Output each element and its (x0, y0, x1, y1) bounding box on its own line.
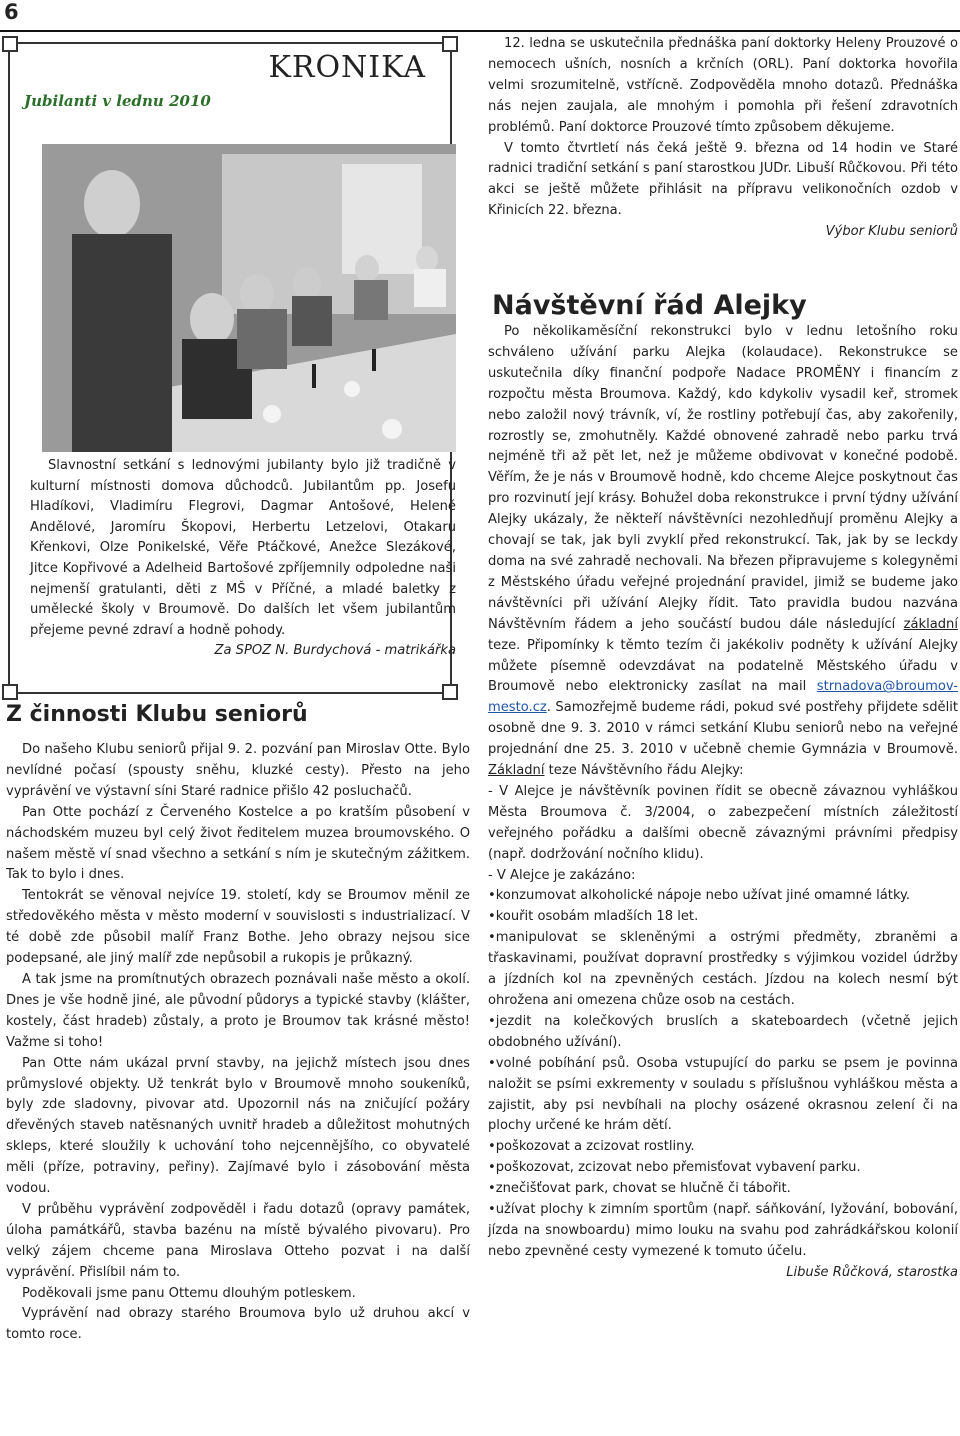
kronika-box (8, 42, 456, 694)
article-paragraph: Poděkovali jsme panu Ottemu dlouhým potleskem. (22, 1285, 356, 1301)
list-item: •kouřit osobám mladších 18 let. (488, 909, 699, 925)
box-corner-ornament (2, 36, 18, 52)
box-corner-ornament (2, 684, 18, 700)
article-paragraph: Pan Otte nám ukázal první stavby, na jejichž místech jsou dnes průmyslové objekty. Už tenkrát bylo v Broumově mnoho soukeníků, byly zde sladovny, pivovar atd. Upozornil nás na zničující požáry dřevěných staveb natěsnaných uvnitř hradeb a důležitost mohutných skleps, které sloužily k uchování toho nejcennějšího, co obyvatelé měli (příze, potraviny, peřiny). Zajímavé bylo i zásobování města vodou. (6, 1055, 470, 1197)
rule-text: - V Alejce je zakázáno: (488, 867, 636, 883)
news-signature: Výbor Klubu seniorů (825, 224, 958, 240)
list-item: •poškozovat a zcizovat rostliny. (488, 1139, 695, 1155)
header-rule (0, 30, 960, 32)
list-item: •jezdit na kolečkových bruslích a skateboardech (včetně jejich obdobného užívání). (488, 1013, 958, 1050)
klub-seniori-article (6, 740, 470, 1346)
jubilee-photo (42, 144, 456, 452)
box-corner-ornament (442, 684, 458, 700)
list-item: •poškozovat, zcizovat nebo přemisťovat vybavení parku. (488, 1160, 861, 1176)
alejka-heading: Návštěvní řád Alejky (492, 290, 807, 321)
article-paragraph: Do našeho Klubu seniorů přijal 9. 2. pozvání pan Miroslav Otte. Bylo nevlídné počasí (spousty sněhu, kluzké cesty). Přesto na jeho vyprávění ve výstavní síni Staré radnice přišlo 42 posluchačů. (6, 742, 470, 799)
list-item: •volné pobíhání psů. Osoba vstupující do parku se psem je povinna naložit se psími exkrementy v souladu s příslušnou vyhláškou města a zajistit, aby psi nevbíhali na plochy osázené okrasnou zelení či na plochy určené ke hrám dětí. (488, 1055, 958, 1134)
article-paragraph: Tentokrát se věnoval nejvíce 19. století, kdy se Broumov měnil ze středověkého města v město moderní v souvislosti s industrializací. V té době zde působil malíř Franz Bothe. Jeho obrazy nejsou sice podepsané, ale jiný malíř zde nepůsobil a rukopis je průkazný. (6, 888, 470, 967)
page-number: 6 (4, 0, 19, 24)
rule-text: - V Alejce je návštěvník povinen řídit se obecně závaznou vyhláškou Města Broumova č. 3/2004, o zabezpečení místních záležitostí veřejného pořádku a dalšími obecně závaznými právními předpisy (např. dodržování nočního klidu). (488, 783, 958, 862)
list-item: •manipulovat se skleněnými a ostrými předměty, zbraněmi a třaskavinami, používat dopravní prostředky s výjimkou vozidel údržby a jízdních kol na zpevněných cestách. Jízdou na kolech nesmí být ohrožena ani omezena chůze osob na cestách. (488, 930, 958, 1008)
photo-illustration (42, 144, 456, 452)
kronika-title: KRONIKA (268, 50, 426, 85)
article-paragraph: V průběhu vyprávění zodpověděl i řadu dotazů (opravy památek, úloha památkářů, stavba bazénu na místě bývalého pivovaru). Pro velký zájem chceme pana Miroslava Otteho pozvat i na další vyprávění. Přislíbil nám to. (6, 1201, 470, 1280)
klub-seniori-heading: Z činnosti Klubu seniorů (6, 702, 308, 727)
alejka-article (488, 322, 958, 1284)
jubilanti-subtitle: Jubilanti v lednu 2010 (24, 92, 211, 110)
box-corner-ornament (442, 36, 458, 52)
caption-signature: Za SPOZ N. Burdychová - matrikářka (214, 643, 456, 659)
photo-caption (30, 456, 456, 662)
news-paragraph: 12. ledna se uskutečnila přednáška paní doktorky Heleny Prouzové o nemocech ušních, nosních a krčních (ORL). Paní doktorka hovořila velmi srozumitelně, vstřícně. Zodpověděla mnoho dotazů. Přednáška nás nejen zaujala, ale mnohým i pomohla při řešení zdravotních problémů. Paní doktorce Prouzové tímto způsobem děkujeme. (488, 36, 958, 135)
article-paragraph: A tak jsme na promítnutých obrazech poznávali naše město a okolí. Dnes je vše hodně jiné, ale původní půdorys a typické stavby (klášter, kostely, část hradeb) zůstaly, a proto je Broumov tak krásné město! Važme si toho! (6, 971, 470, 1050)
alejka-intro: Po několikaměsíční rekonstrukci bylo v lednu letošního roku schváleno užívání parku Alejka (kolaudace). Rekonstrukce se uskutečnila díky finanční podpoře Nadace PROMĚNY i financím z rozpočtu města Broumova. Každý, kdo kdykoliv vysadil keř, stromek nebo založil nový trávník, ví, že rostliny potřebují čas, aby zakořenily, rozrostly se, zmohutněly. Každé obnovené zahradě nebo parku trvá nejméně tři až pět let, než je můžeme obdivovat v konečné podobě. Věřím, že je nás v Broumově hodně, kdo chceme Alejce poskytnout čas pro rozvinutí její krásy. Bohužel doba rekonstrukce i první týdny užívání Alejky ukázaly, že někteří návštěvníci nezohledňují proměnu Alejky a chovají se tak, jak byli zvyklí před rekonstrukcí. Tak, jak by se leckdy doma na své zahradě nechovali. Na březen připravujeme s kolegyněmi z Městského úřadu veřejné projednání pravidel, jimiž se budeme jako návštěvníci při užívání Alejky řídit. Tato pravidla budou nazvána Návštěvním řádem a jeho součástí budou dále následující základní teze. Připomínky k těmto tezím či jakékoliv podněty k užívání Alejky můžete písemně odevzdávat na podatelně Městského úřadu v Broumově nebo elektronicky zasílat na mail strnadova@broumov-mesto.cz. Samozřejmě budeme rádi, pokud své postřehy přijdete sdělit osobně dne 9. 3. 2010 v rámci setkání Klubu seniorů nebo na veřejné projednání dne 25. 3. 2010 v učebně chemie Gymnázia v Broumově. Základní teze Návštěvního řádu Alejky: (488, 324, 959, 779)
alejka-signature: Libuše Růčková, starostka (786, 1264, 958, 1280)
news-paragraph: V tomto čtvrtletí nás čeká ještě 9. března od 14 hodin ve Staré radnici tradiční setkání s paní starostkou JUDr. Libuší Růčkovou. Při této akci se ještě můžete přihlásit na přípravu velikonočních ozdob v Křinicích 22. března. (488, 140, 958, 219)
klub-news (488, 34, 958, 243)
article-paragraph: Pan Otte pochází z Červeného Kostelce a po kratším působení v náchodském muzeu byl celý život ředitelem muzea broumovského. O našem městě ví snad všechno a setkání s ním je skutečným zážitkem. Tak to bylo i dnes. (6, 804, 470, 883)
article-paragraph: Vyprávění nad obrazy starého Broumova bylo už druhou akcí v tomto roce. (6, 1306, 470, 1343)
caption-text: Slavnostní setkání s lednovými jubilanty bylo již tradičně v kulturní místnosti domova důchodců. Jubilantům pp. Josefu Hladíkovi, Vladimíru Flegrovi, Dagmar Antošové, Heleně Andělové, Jaromíru Škopovi, Herbertu Letzelovi, Otakaru Křenkovi, Olze Ponikelské, Věře Ptáčkové, Anežce Slezákové, Jitce Kopřivové a Adelheid Bartošové zpříjemnily odpoledne naši nejmenší gratulanti, děti z MŠ v Příčné, a mladé baletky z umělecké školy v Broumově. Do dalších let všem jubilantům přejeme pevné zdraví a hodně pohody. (30, 458, 456, 638)
email-link[interactable]: strnadova@broumov-mesto.cz (488, 679, 959, 716)
list-item: •konzumovat alkoholické nápoje nebo užívat jiné omamné látky. (488, 888, 911, 904)
list-item: •užívat plochy k zimním sportům (např. sáňkování, lyžování, bobování, jízda na snowboardu) mimo louku na svahu pod zahrádkářskou kolonií nebo zpevněné cesty vymezené k tomuto účelu. (488, 1202, 958, 1259)
list-item: •znečišťovat park, chovat se hlučně či tábořit. (488, 1181, 791, 1197)
